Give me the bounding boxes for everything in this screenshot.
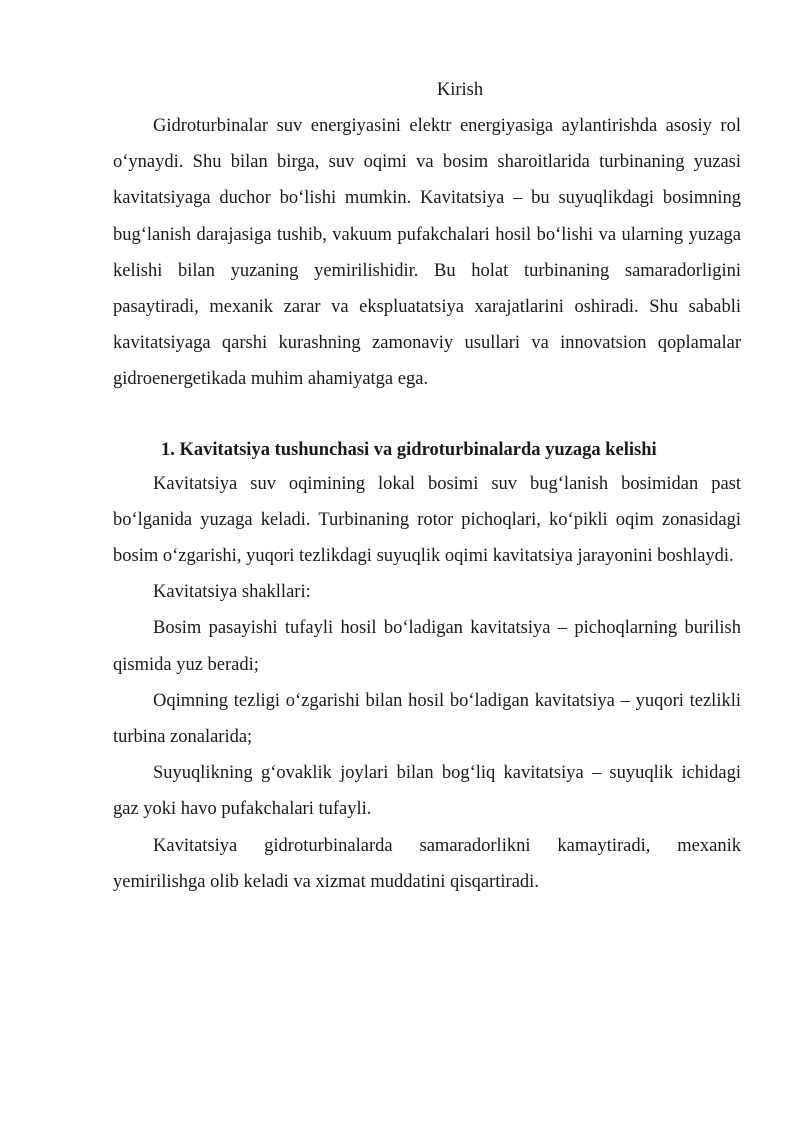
section-paragraph: Kavitatsiya suv oqimining lokal bosimi suv bug‘lanish bosimidan past bo‘lganida yuzaga keladi. Turbinaning rotor pichoqlari, ko‘pikli oqim zonasidagi bosim o‘zgarishi, yuqori tezlikdagi suyuqlik oqimi kavitatsiya jarayonini boshlaydi. [113,473,741,567]
form-item-1: Bosim pasayishi tufayli hosil bo‘ladigan kavitatsiya – pichoqlarning burilish qismida yuz beradi; [113,618,741,675]
form-item-3: Suyuqlikning g‘ovaklik joylari bilan bog‘liq kavitatsiya – suyuqlik ichidagi gaz yoki havo pufakchalari tufayli. [113,763,741,820]
document-body [113,74,741,900]
intro-paragraph: Gidroturbinalar suv energiyasini elektr energiyasiga aylantirishda asosiy rol o‘ynaydi. Shu bilan birga, suv oqimi va bosim sharoitlarida turbinaning yuzasi kavitatsiyaga duchor bo‘lishi mumkin. Kavitatsiya – bu suyuqlikdagi bosimning bug‘lanish darajasiga tushib, vakuum pufakchalari hosil bo‘lishi va ularning yuzaga kelishi bilan yuzaning yemirilishidir. Bu holat turbinaning samaradorligini pasaytiradi, mexanik zarar va ekspluatatsiya xarajatlarini oshiradi. Shu sababli kavitatsiyaga qarshi kurashning zamonaviy usullari va innovatsion qoplamalar gidroenergetikada muhim ahamiyatga ega. [113,116,741,390]
forms-label: Kavitatsiya shakllari: [153,582,311,603]
form-item-2: Oqimning tezligi o‘zgarishi bilan hosil bo‘ladigan kavitatsiya – yuqori tezlikli turbina zonalarida; [113,690,741,748]
page-heading: Kirish [436,80,484,100]
section-title: 1. Kavitatsiya tushunchasi va gidroturbinalarda yuzaga kelishi [161,439,657,460]
conclusion-paragraph: Kavitatsiya gidroturbinalarda samaradorlikni kamaytiradi, mexanik yemirilishga olib keladi va xizmat muddatini qisqartiradi. [113,835,741,892]
